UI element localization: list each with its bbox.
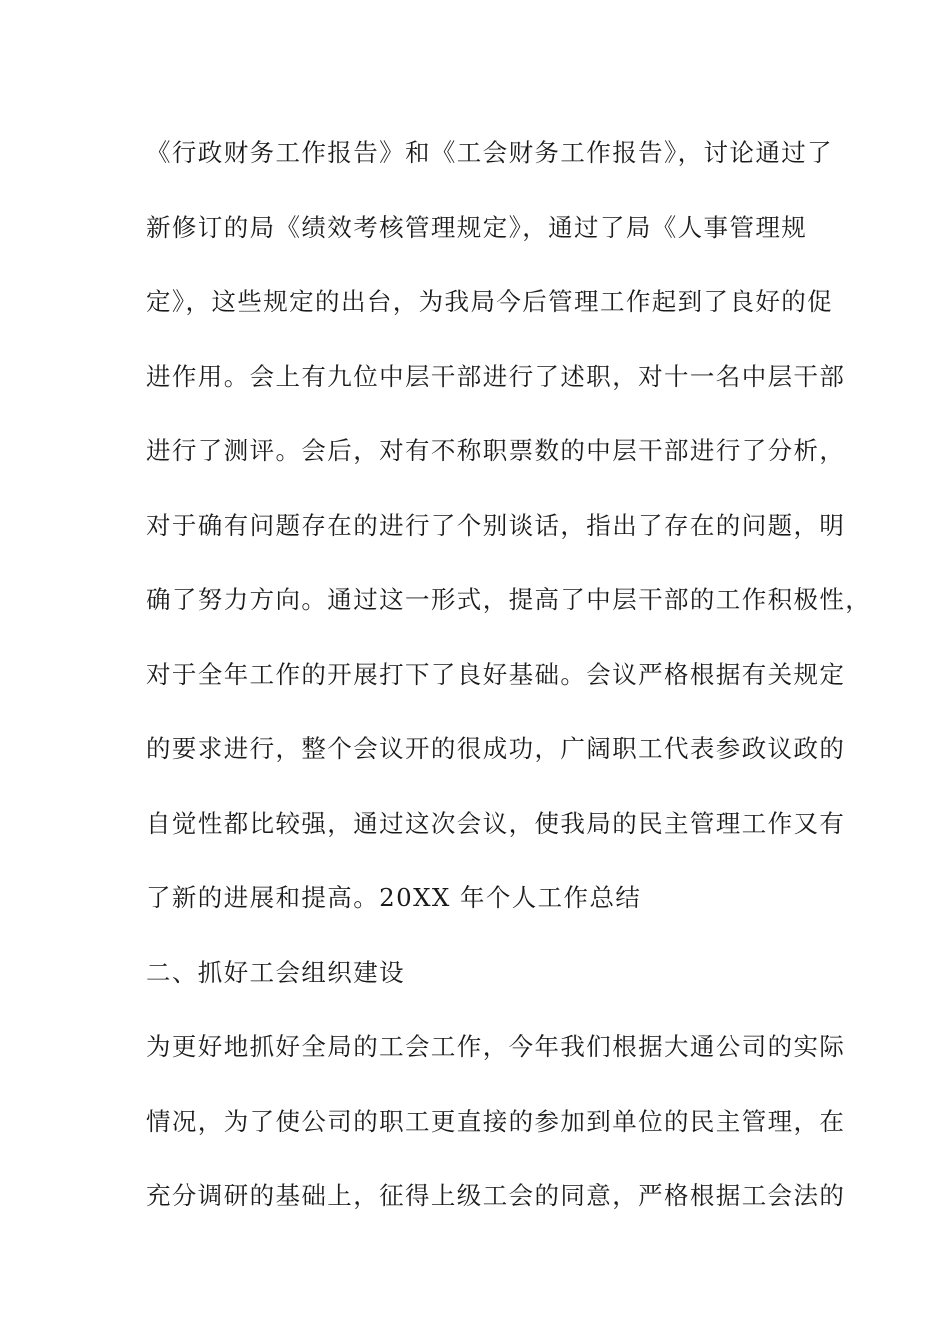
paragraph-line: 对于全年工作的开展打下了良好基础。会议严格根据有关规定 xyxy=(146,659,846,689)
paragraph-line: 充分调研的基础上，征得上级工会的同意，严格根据工会法的 xyxy=(146,1181,846,1210)
paragraph-line: 确了努力方向。通过这一形式，提高了中层干部的工作积极性， xyxy=(146,585,872,614)
body-text xyxy=(146,130,872,1248)
paragraph-line: 了新的进展和提高。20XX 年个人工作总结 xyxy=(146,883,642,912)
paragraph-line: 进作用。会上有九位中层干部进行了述职，对十一名中层干部 xyxy=(146,361,846,391)
section-heading: 二、抓好工会组织建设 xyxy=(146,957,405,987)
paragraph-line: 为更好地抓好全局的工会工作，今年我们根据大通公司的实际 xyxy=(146,1032,846,1061)
paragraph-line: 自觉性都比较强，通过这次会议，使我局的民主管理工作又有 xyxy=(146,808,846,838)
paragraph-line: 的要求进行，整个会议开的很成功，广阔职工代表参政议政的 xyxy=(146,734,846,763)
paragraph-line: 定》，这些规定的出台，为我局今后管理工作起到了良好的促 xyxy=(146,287,834,316)
paragraph-line: 情况，为了使公司的职工更直接的参加到单位的民主管理，在 xyxy=(146,1106,846,1136)
paragraph-line: 新修订的局《绩效考核管理规定》，通过了局《人事管理规 xyxy=(146,212,808,242)
paragraph-line: 对于确有问题存在的进行了个别谈话，指出了存在的问题，明 xyxy=(146,510,846,540)
paragraph-line: 《行政财务工作报告》和《工会财务工作报告》，讨论通过了 xyxy=(146,138,834,167)
paragraph-line: 进行了测评。会后，对有不称职票数的中层干部进行了分析， xyxy=(146,436,846,465)
